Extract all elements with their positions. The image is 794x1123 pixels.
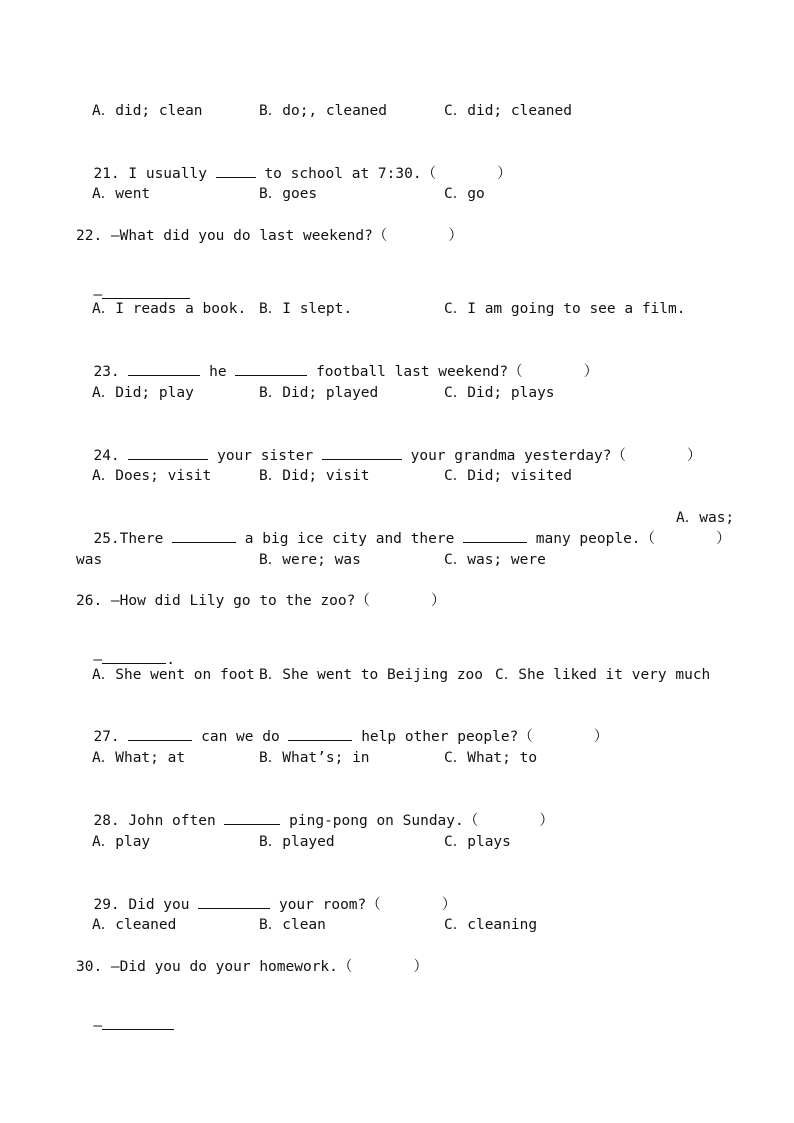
dash: —: [93, 652, 103, 668]
answer-blank: [102, 284, 190, 299]
q29-option-b: B．clean: [259, 917, 326, 933]
answer-blank: [288, 726, 352, 741]
q26-option-b: B．She went to Beijing zoo: [259, 667, 484, 683]
q25-option-a-wrap: was: [76, 552, 103, 568]
q21-text-end: to school at 7:30.（ ）: [264, 166, 512, 182]
q24-number: 24.: [93, 448, 120, 464]
q20-option-c: C．did; cleaned: [444, 103, 572, 119]
answer-blank: [102, 649, 166, 664]
q24-text-mid: your sister: [217, 448, 314, 464]
q25-option-b: B．were; was: [259, 552, 361, 568]
q23-number: 23.: [93, 364, 120, 380]
answer-blank: [322, 445, 402, 460]
q24-option-c: C．Did; visited: [444, 468, 572, 484]
q20-option-b: B．do;, cleaned: [259, 103, 387, 119]
q27-text-end: help other people?（ ）: [361, 729, 609, 745]
q24-stem: [76, 425, 702, 466]
q26-option-c: C．She liked it very much: [495, 667, 711, 683]
q23-text-mid: he: [209, 364, 227, 380]
q24-text-end: your grandma yesterday?（ ）: [410, 448, 702, 464]
q22-option-b: B．I slept.: [259, 301, 353, 317]
q23-stem: [76, 341, 598, 382]
answer-blank: [172, 528, 236, 543]
q23-text-end: football last weekend?（ ）: [316, 364, 599, 380]
q21-option-c: C．go: [444, 186, 485, 202]
answer-blank: [224, 810, 280, 825]
q23-option-c: C．Did; plays: [444, 385, 555, 401]
q21-option-b: B．goes: [259, 186, 318, 202]
q22-option-a: A．I reads a book.: [92, 301, 247, 317]
q28-stem: [76, 790, 554, 831]
q30-answer-line: [76, 995, 174, 1036]
dash: —: [93, 1018, 103, 1034]
q25-option-a-start: A．was;: [676, 510, 735, 526]
q25-stem: [76, 508, 731, 549]
answer-blank: [128, 445, 208, 460]
q27-text-mid: can we do: [201, 729, 280, 745]
q23-option-b: B．Did; played: [259, 385, 379, 401]
q25-text-mid: a big ice city and there: [244, 531, 455, 547]
q21-text-start: 21. I usually: [93, 166, 207, 182]
answer-blank: [198, 894, 270, 909]
q27-option-b: B．What’s; in: [259, 750, 370, 766]
dash: —: [93, 287, 103, 303]
q27-stem: [76, 706, 608, 747]
q28-option-c: C．plays: [444, 834, 511, 850]
answer-blank: [235, 361, 307, 376]
q30-stem: 30. —Did you do your homework.（ ）: [76, 959, 429, 975]
period: .: [166, 652, 175, 668]
q29-option-a: A．cleaned: [92, 917, 177, 933]
q22-option-c: C．I am going to see a film.: [444, 301, 686, 317]
q20-option-a: A．did; clean: [92, 103, 203, 119]
q29-stem: [76, 874, 456, 915]
q25-text-end: many people.（ ）: [535, 531, 731, 547]
q21-stem: [76, 143, 512, 184]
q24-option-a: A．Does; visit: [92, 468, 212, 484]
q22-stem: 22. —What did you do last weekend?（ ）: [76, 228, 463, 244]
q29-text-end: your room?（ ）: [278, 897, 457, 913]
q28-option-b: B．played: [259, 834, 335, 850]
answer-blank: [128, 361, 200, 376]
q29-option-c: C．cleaning: [444, 917, 538, 933]
q24-option-b: B．Did; visit: [259, 468, 370, 484]
q23-option-a: A．Did; play: [92, 385, 194, 401]
q21-option-a: A．went: [92, 186, 151, 202]
q27-option-a: A．What; at: [92, 750, 186, 766]
q26-option-a: A．She went on foot: [92, 667, 255, 683]
q27-number: 27.: [93, 729, 120, 745]
answer-blank: [102, 1015, 174, 1030]
q27-option-c: C．What; to: [444, 750, 538, 766]
q26-stem: 26. —How did Lily go to the zoo?（ ）: [76, 593, 446, 609]
q28-option-a: A．play: [92, 834, 151, 850]
q25-number: 25.There: [93, 531, 164, 547]
answer-blank: [463, 528, 527, 543]
q25-option-c: C．was; were: [444, 552, 546, 568]
q28-text-start: 28. John often: [93, 813, 216, 829]
q28-text-end: ping-pong on Sunday.（ ）: [289, 813, 554, 829]
q26-answer-line: [76, 629, 175, 670]
answer-blank: [216, 163, 256, 178]
q29-text-start: 29. Did you: [93, 897, 190, 913]
answer-blank: [128, 726, 192, 741]
